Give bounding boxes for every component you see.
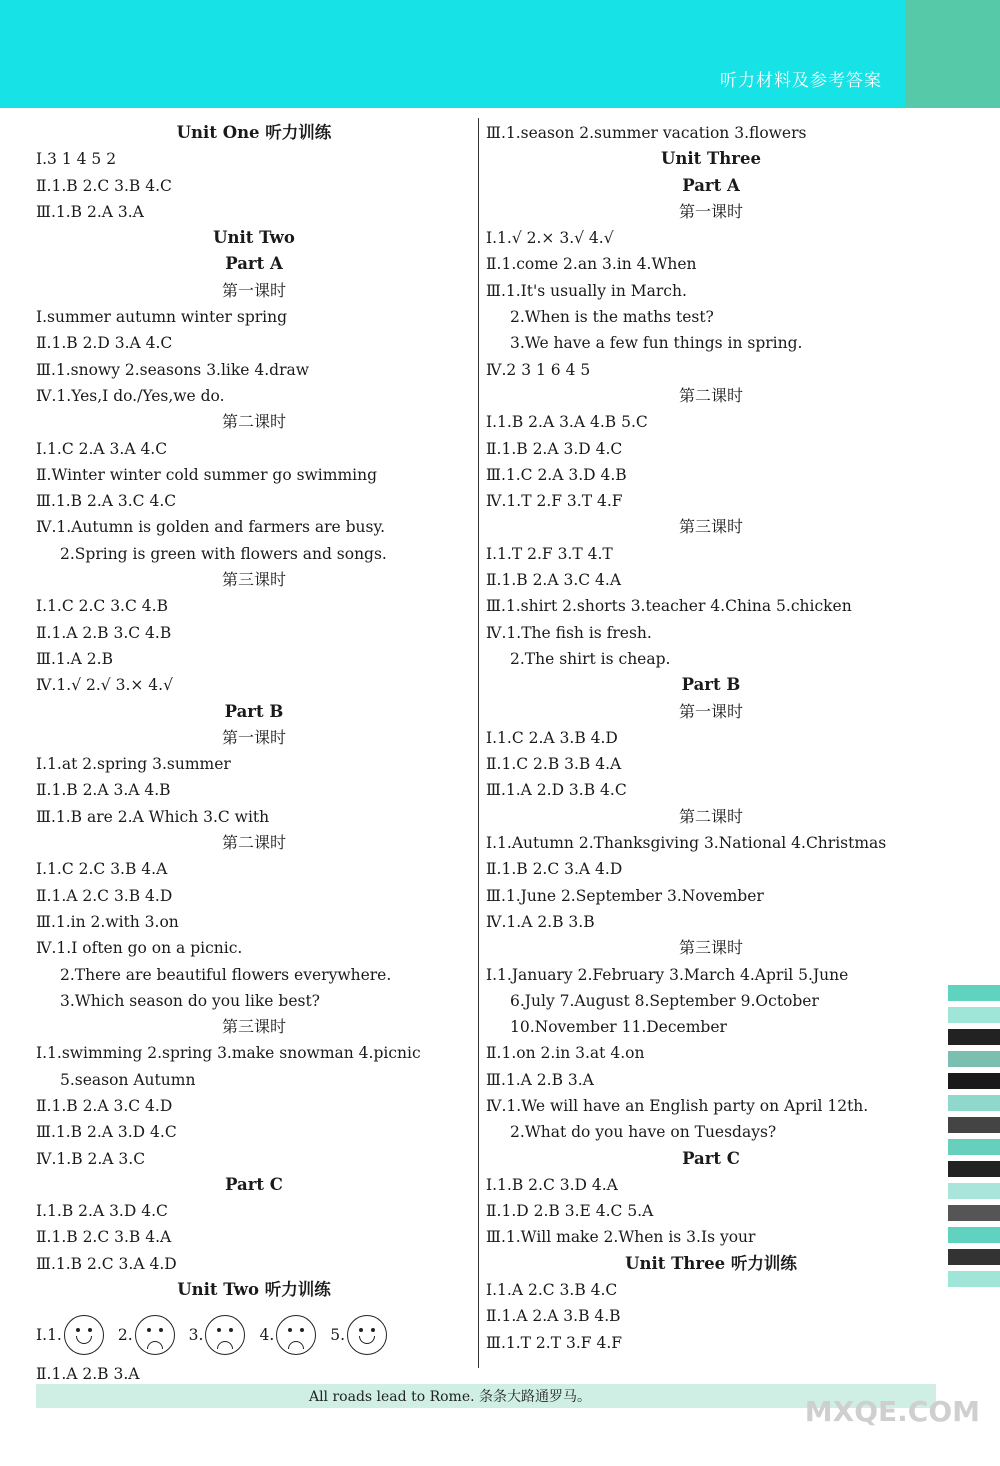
answer-line: 2.The shirt is cheap. [510,649,671,668]
lesson-heading: 第三课时 [221,1017,286,1037]
answer-line: Ⅱ.Winter winter cold summer go swimming [36,465,378,484]
answer-line: Ⅰ.1.B 2.A 3.D 4.C [36,1202,168,1221]
answer-line: Ⅰ.3 1 4 5 2 [36,150,117,169]
answer-line: Ⅱ.1.B 2.C 3.B 4.A [36,1228,172,1247]
answer-line: Ⅲ.1.B 2.A 3.D 4.C [36,1123,177,1142]
section-heading: Unit One 听力训练 [176,123,332,142]
answer-line: Ⅲ.1.snowy 2.seasons 3.like 4.draw [36,360,310,379]
section-heading: Unit Two [213,228,295,248]
answer-line: Ⅱ.1.come 2.an 3.in 4.When [486,255,697,274]
answer-line: Ⅰ.1.A 2.C 3.B 4.C [486,1281,618,1300]
section-heading: Part B [224,701,284,721]
answer-line: Ⅰ.1.C 2.A 3.A 4.C [36,439,168,458]
section-heading: Unit Three 听力训练 [625,1253,797,1273]
answer-line: Ⅲ.1.A 2.B 3.A [486,1070,594,1089]
answer-line: Ⅳ.1.Autumn is golden and farmers are busy. [36,518,386,537]
sad-face-icon [276,1315,316,1355]
lesson-heading: 第一课时 [678,201,743,221]
answer-line: Ⅰ.1.B 2.C 3.D 4.A [486,1175,618,1194]
answer-line: Ⅰ.1.Autumn 2.Thanksgiving 3.National 4.Christmas [486,834,887,853]
answer-line: Ⅲ.1.Will make 2.When is 3.Is your [486,1228,756,1247]
face-label: 4. [259,1326,275,1345]
header-side-block [905,0,1000,108]
answer-line: 2.Spring is green with flowers and songs. [60,544,387,563]
right-column [486,120,936,1356]
lesson-heading: 第二课时 [221,833,286,853]
answer-line: Ⅲ.1.shirt 2.shorts 3.teacher 4.China 5.chicken [486,597,852,616]
answer-line: Ⅱ.1.A 2.C 3.B 4.D [36,886,173,905]
answer-line: Ⅳ.1.The fish is fresh. [486,623,652,642]
lesson-heading: 第三课时 [221,570,286,590]
answer-line: 3.We have a few fun things in spring. [510,334,803,353]
answer-line: Ⅲ.1.B are 2.A Which 3.C with [36,807,270,826]
section-heading: Unit Three [661,149,761,169]
answer-line: 2.What do you have on Tuesdays? [510,1123,777,1142]
answer-line: Ⅰ.1.C 2.C 3.B 4.A [36,860,168,879]
answer-line: Ⅲ.1.in 2.with 3.on [36,912,179,931]
answer-line: Ⅱ.1.A 2.B 3.A [36,1365,140,1384]
answer-line: Ⅰ.1.B 2.A 3.A 4.B 5.C [486,413,648,432]
answer-line: Ⅰ.1.C 2.C 3.C 4.B [36,597,168,616]
answer-line: Ⅳ.2 3 1 6 4 5 [486,360,591,379]
lesson-heading: 第三课时 [678,938,743,958]
header-title: 听力材料及参考答案 [720,71,882,91]
answer-line: Ⅲ.1.C 2.A 3.D 4.B [486,465,627,484]
answer-line: Ⅱ.1.A 2.B 3.C 4.B [36,623,172,642]
answer-line: Ⅰ.1.√ 2.× 3.√ 4.√ [486,229,614,248]
lesson-heading: 第一课时 [678,701,743,721]
smiley-face-icon [347,1315,387,1355]
face-label: 1. [47,1326,62,1345]
answer-line: Ⅳ.1.√ 2.√ 3.× 4.√ [36,676,173,695]
face-label: 3. [188,1326,204,1345]
watermark: MXQE.COM [804,1395,980,1428]
left-column [36,120,472,1388]
answer-line: Ⅱ.1.C 2.B 3.B 4.A [486,755,622,774]
answer-line: Ⅰ.1.January 2.February 3.March 4.April 5.June [486,965,849,984]
sad-face-icon [205,1315,245,1355]
footer-motto: All roads lead to Rome. 条条大路通罗马。 [308,1389,592,1405]
answer-line: Ⅱ.1.B 2.A 3.C 4.A [486,571,622,590]
answer-line: Ⅱ.1.B 2.C 3.A 4.D [486,860,623,879]
answer-line: Ⅳ.1.Yes,I do./Yes,we do. [36,386,225,405]
answer-line: Ⅲ.1.A 2.D 3.B 4.C [486,781,627,800]
lesson-heading: 第一课时 [221,280,286,300]
answer-line: Ⅲ.1.season 2.summer vacation 3.flowers [486,124,807,142]
answer-line: Ⅳ.1.B 2.A 3.C [36,1149,146,1168]
answer-line: Ⅲ.1.B 2.C 3.A 4.D [36,1254,177,1273]
answer-line: Ⅱ.1.B 2.C 3.B 4.C [36,176,172,195]
answer-line: Ⅳ.1.A 2.B 3.B [486,912,595,931]
answer-line: Ⅱ.1.D 2.B 3.E 4.C 5.A [486,1202,654,1221]
faces-prefix: Ⅰ. [36,1326,48,1345]
answer-line: Ⅲ.1.T 2.T 3.F 4.F [486,1333,622,1352]
left-answer-list [36,120,472,1303]
answer-line: Ⅳ.1.T 2.F 3.T 4.F [486,492,623,511]
face-label: 5. [330,1326,346,1345]
answer-line: Ⅱ.1.B 2.A 3.A 4.B [36,781,171,800]
right-answer-list [486,120,936,1356]
faces-answer-row [36,1309,472,1361]
answer-line: Ⅰ.1.at 2.spring 3.summer [36,755,231,774]
lesson-heading: 第一课时 [221,727,286,747]
column-divider [478,118,479,1368]
section-heading: Part B [681,675,741,695]
answer-line: 10.November 11.December [510,1018,727,1037]
lesson-heading: 第二课时 [678,806,743,826]
answer-line: Ⅱ.1.A 2.A 3.B 4.B [486,1307,621,1326]
answer-line: Ⅳ.1.I often go on a picnic. [36,939,243,958]
sad-face-icon [135,1315,175,1355]
smiley-face-icon [64,1315,104,1355]
lesson-heading: 第二课时 [678,385,743,405]
section-heading: Part C [682,1148,740,1168]
header-band [0,0,1000,108]
answer-line: 2.When is the maths test? [510,308,714,327]
answer-line: Ⅱ.1.B 2.A 3.D 4.C [486,439,623,458]
answer-line: Ⅲ.1.A 2.B [36,649,113,668]
section-heading: Unit Two 听力训练 [177,1280,331,1300]
answer-line: Ⅲ.1.B 2.A 3.A [36,202,144,221]
section-heading: Part C [225,1174,283,1194]
section-heading: Part A [682,175,740,195]
answer-line: Ⅱ.1.on 2.in 3.at 4.on [486,1044,645,1063]
answer-line: Ⅲ.1.June 2.September 3.November [486,886,764,905]
answer-line: Ⅲ.1.B 2.A 3.C 4.C [36,492,177,511]
answer-line: Ⅳ.1.We will have an English party on April 12th. [486,1096,869,1115]
section-heading: Part A [225,254,283,274]
face-label: 2. [117,1326,133,1345]
lesson-heading: 第二课时 [221,412,286,432]
answer-line: 5.season Autumn [60,1070,196,1089]
answer-line: 6.July 7.August 8.September 9.October [510,991,819,1010]
answer-line: 2.There are beautiful flowers everywhere. [60,965,392,984]
answer-line: Ⅰ.1.T 2.F 3.T 4.T [486,544,613,563]
answer-line: Ⅱ.1.B 2.D 3.A 4.C [36,334,173,353]
answer-line: 3.Which season do you like best? [60,991,320,1010]
answer-line: Ⅰ.1.swimming 2.spring 3.make snowman 4.picnic [36,1044,421,1063]
answer-line: Ⅰ.1.C 2.A 3.B 4.D [486,728,618,747]
answer-line: Ⅲ.1.It's usually in March. [486,281,687,300]
lesson-heading: 第三课时 [678,517,743,537]
answer-line: Ⅱ.1.B 2.A 3.C 4.D [36,1096,173,1115]
side-decoration-bars [948,985,1000,1345]
answer-line: Ⅰ.summer autumn winter spring [36,308,288,327]
